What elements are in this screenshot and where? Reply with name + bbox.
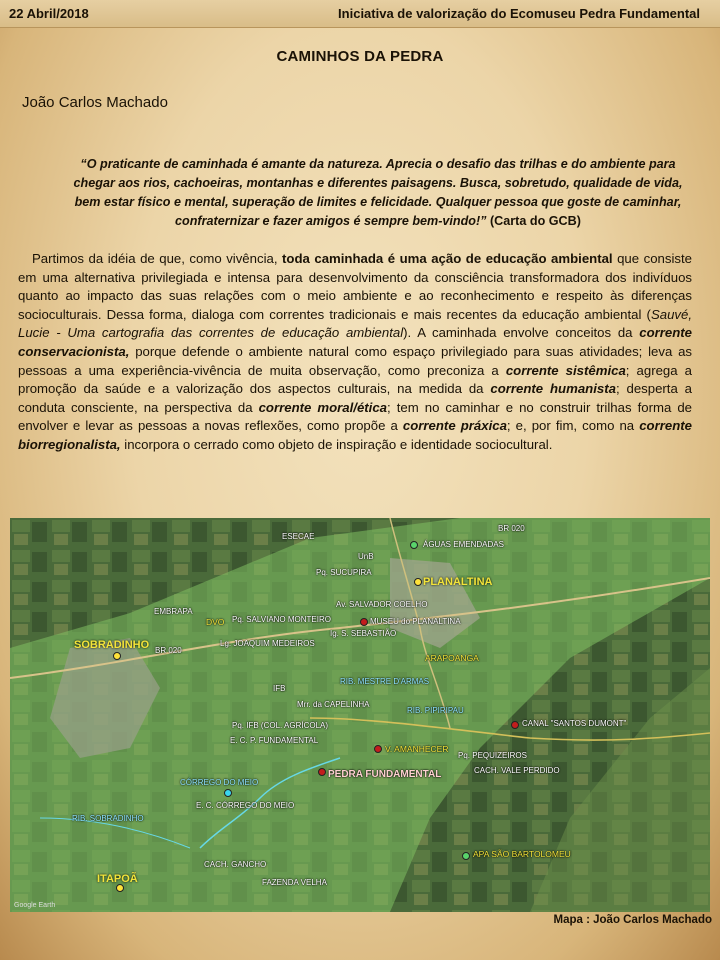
map-label-dvo: DVO — [206, 617, 225, 627]
map-label-br020-left: BR 020 — [155, 646, 182, 655]
body-span: ; tem no caminhar e no construir trilhas forma de envolver e levar as pessoas a novas reflexões, como propõe a — [18, 399, 692, 434]
body-span: Partimos da idéia de que, como vivência, — [32, 251, 283, 266]
map-label-capelinha: Mrr. da CAPELINHA — [297, 700, 370, 709]
map-label-mestre-darmas: RIB. MESTRE D'ARMAS — [340, 677, 430, 686]
body-term: corrente humanista — [490, 381, 616, 397]
header-date: 22 Abril/2018 — [9, 6, 89, 21]
map-label-cach-gancho: CACH. GANCHO — [204, 860, 267, 869]
map-label-rib-sobradinho: RIB. SOBRADINHO — [72, 814, 144, 823]
map-label-ifb: IFB — [273, 684, 286, 693]
map-label-joaquim-medeiros: Lg. JOAQUIM MEDEIROS — [220, 639, 315, 648]
map-label-amanhecer: V. AMANHECER — [385, 744, 449, 754]
map-pin-corrego — [224, 789, 232, 797]
map-label-planaltina: PLANALTINA — [423, 576, 493, 588]
map-label-ec-corrego-do-meio: E. C. CÓRREGO DO MEIO — [196, 801, 295, 810]
map-pin-aguas — [410, 541, 418, 549]
body-span: porque defende o ambiente natural como espaço privilegiado para suas atividades; leva as pessoas a uma experiência-vivência de muita observação, como preconiza a — [18, 343, 692, 378]
map-label-sucupira: Pq. SUCUPIRA — [316, 568, 372, 577]
body-span: ; desperta a conduta consciente, na perspectiva da — [18, 381, 692, 415]
map-label-vale-perdido: CACH. VALE PERDIDO — [474, 766, 560, 775]
map-background — [10, 518, 710, 912]
map-pin-amanhecer — [374, 745, 382, 753]
map-label-museu: MUSEU do PLANALTINA — [370, 617, 461, 626]
map-credit: Mapa : João Carlos Machado — [553, 914, 712, 926]
map-label-esecae: ESECAE — [282, 532, 315, 541]
author-name: João Carlos Machado — [22, 94, 168, 111]
map-pin-sobradinho — [113, 652, 121, 660]
map-watermark: Google Earth — [14, 902, 56, 909]
header-bar — [0, 0, 720, 28]
map-label-br020: BR 020 — [498, 524, 525, 533]
map-label-canal-santos-dumont: CANAL "SANTOS DUMONT" — [522, 719, 627, 728]
map-label-itapoa: ITAPOÃ — [97, 873, 138, 885]
map-label-sebastiao: Ig. S. SEBASTIÃO — [330, 629, 397, 638]
map-label-ecp-fundamental: E. C. P. FUNDAMENTAL — [230, 736, 319, 745]
map-label-apa-sao-bartolomeu: APA SÃO BARTOLOMEU — [473, 849, 571, 859]
map-label-pipiripau: RIB. PIPIRIPAU — [407, 706, 464, 715]
quote-text: “O praticante de caminhada é amante da natureza. Aprecia o desafio das trilhas e do ambiente para chegar aos rios, cachoeiras, montanhas e diferentes paisagens. Busca, sobretudo, qualidade de vida, bem estar físico e mental, superação de limites e felicidade. Qualquer pessoa que goste de caminhar, confraternizar e fazer amigos é sempre bem-vindo!” — [73, 157, 683, 228]
body-span: que consiste em uma alternativa privilegiada e intensa para desenvolvimento da consciência transformadora dos indivíduos quanto ao impacto das suas relações com o meio ambiente e ao reconhecimento e respeito às diferenças socioculturais. Dessa forma, dialoga com correntes tradicionais e mais recentes da educação ambiental ( — [18, 251, 692, 322]
article-body — [18, 250, 692, 455]
map-pin-apa — [462, 852, 470, 860]
body-term: corrente práxica — [402, 418, 507, 434]
page-title: CAMINHOS DA PEDRA — [276, 48, 444, 65]
body-span: incorpora o cerrado como objeto de inspiração e identidade sociocultural. — [120, 436, 553, 452]
map-label-ifb-colegio: Pq. IFB (COL. AGRÍCOLA) — [232, 721, 329, 730]
body-bold: toda caminhada é uma ação de educação ambiental — [282, 251, 613, 266]
map-label-fazenda-velha: FAZENDA VELHA — [262, 878, 327, 887]
body-span: ). A caminhada envolve conceitos da — [403, 325, 640, 341]
map-label-pequizeiros: Pq. PEQUIZEIROS — [458, 751, 527, 760]
quote-source: (Carta do GCB) — [486, 214, 581, 228]
body-citation: Sauvé, Lucie - Uma cartografia das correntes de educação ambiental — [18, 306, 692, 341]
header-initiative: Iniciativa de valorização do Ecomuseu Pedra Fundamental — [338, 6, 700, 21]
map-label-aguas-emendadas: ÁGUAS EMENDADAS — [423, 540, 504, 549]
map-label-corrego-do-meio: CÓRREGO DO MEIO — [180, 778, 259, 787]
map-pin-museu — [360, 618, 368, 626]
body-span: ; e, por fim, como na — [506, 418, 640, 434]
map-label-salviano: Pq. SALVIANO MONTEIRO — [232, 615, 331, 624]
map-pin-canal — [511, 721, 519, 729]
map-label-pedra-fundamental: PEDRA FUNDAMENTAL — [328, 769, 442, 780]
body-term: corrente conservacionista, — [18, 325, 693, 359]
map-pin-planaltina — [414, 578, 422, 586]
body-term: corrente moral/ética — [258, 399, 388, 415]
map-label-arapoanga: ARAPOANGA — [425, 653, 479, 663]
map-pin-itapoa — [116, 884, 124, 892]
map-label-embrapa: EMBRAPA — [154, 607, 193, 616]
satellite-map[interactable] — [10, 518, 710, 912]
body-term: corrente sistêmica — [505, 362, 626, 378]
map-label-unb: UnB — [358, 552, 374, 561]
map-label-salvador-coelho: Av. SALVADOR COELHO — [336, 600, 428, 609]
body-term: corrente biorregionalista, — [18, 418, 692, 452]
map-pin-pedra-fundamental — [318, 768, 326, 776]
epigraph-quote — [66, 155, 690, 231]
map-label-sobradinho: SOBRADINHO — [74, 639, 150, 651]
body-span: ; agrega a promoção da saúde e a valorização dos aspectos culturais, na medida da — [18, 362, 693, 397]
